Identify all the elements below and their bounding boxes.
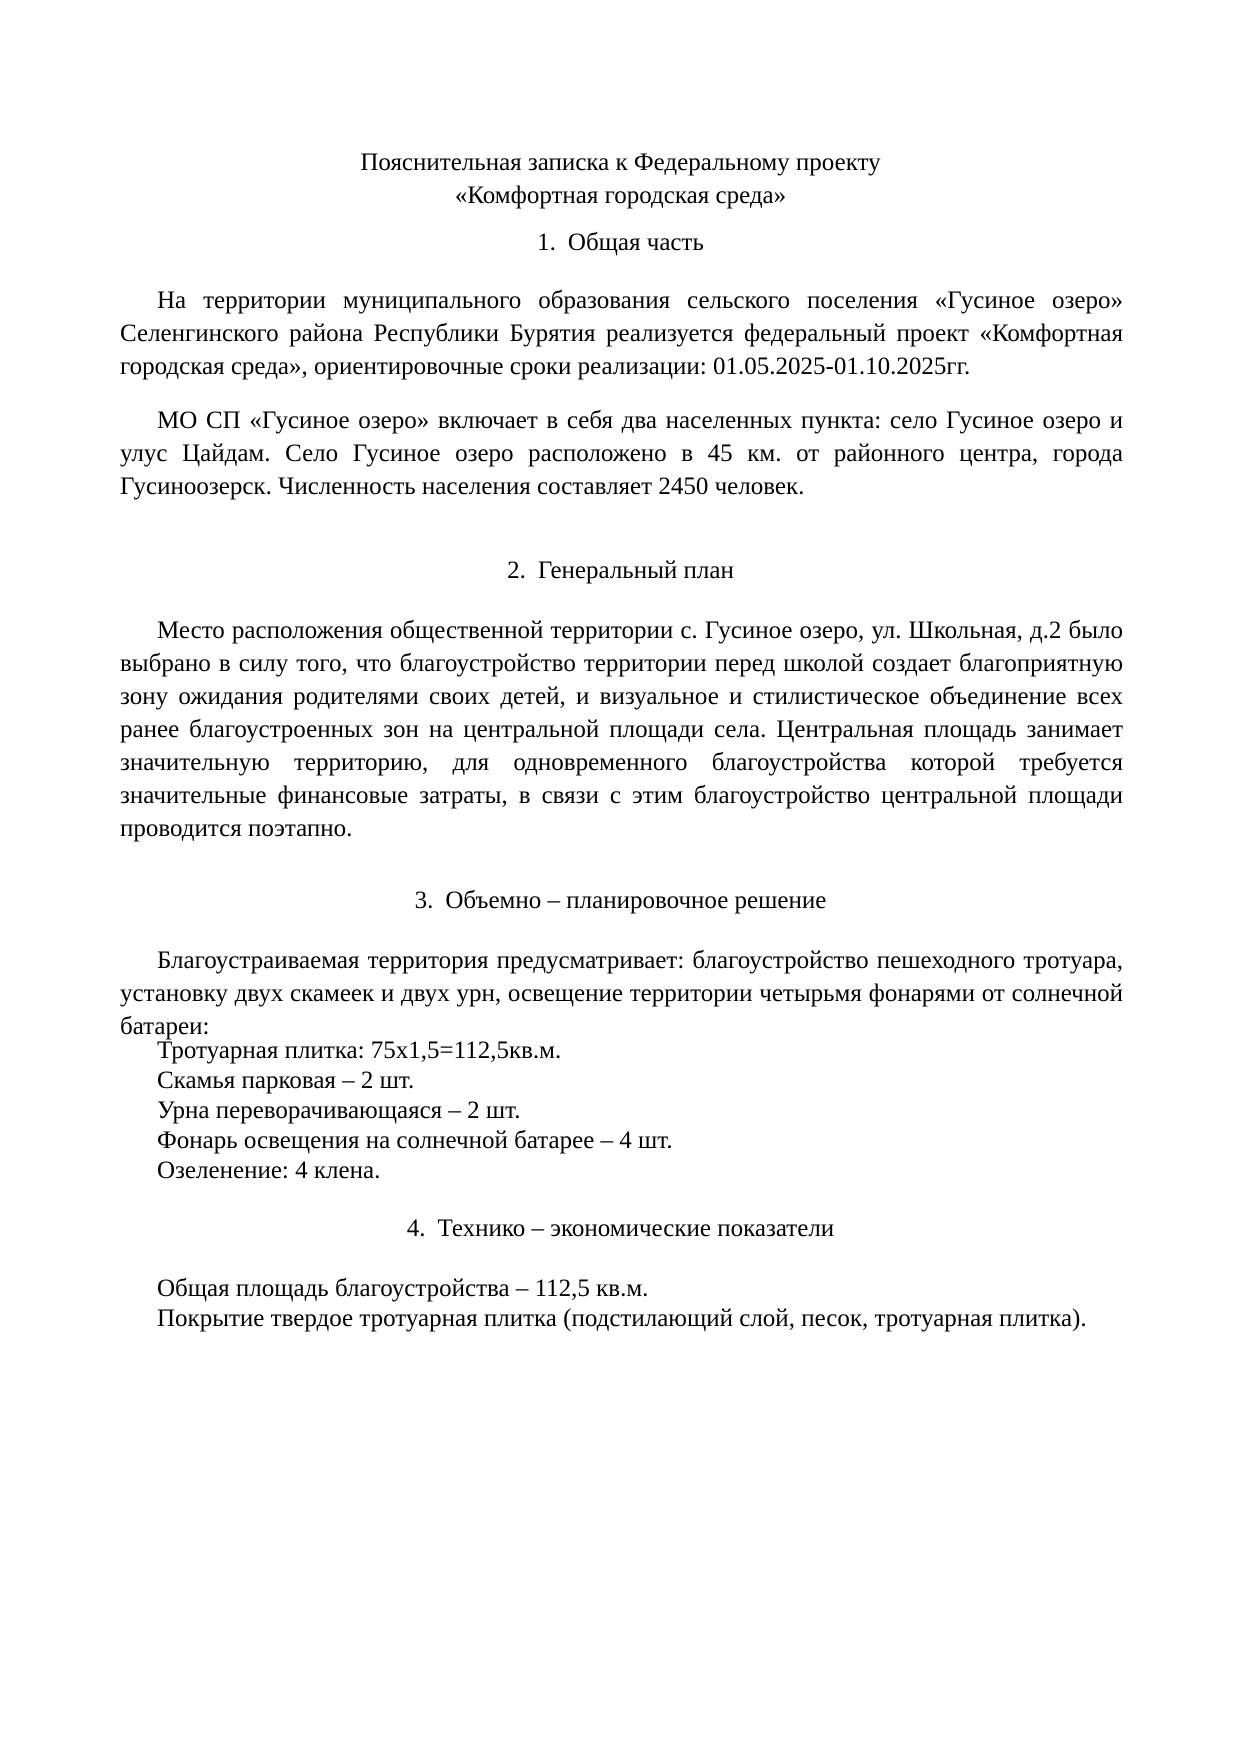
section-number: 1.: [537, 229, 556, 256]
section-number: 4.: [406, 1215, 426, 1242]
section-3-heading: [0, 884, 1241, 917]
section-2-heading: [0, 554, 1241, 587]
title-line-2: «Комфортная городская среда»: [454, 182, 787, 209]
list-item: Скамья парковая – 2 шт.: [157, 1067, 415, 1094]
list-item: Тротуарная плитка: 75х1,5=112,5кв.м.: [157, 1037, 562, 1064]
section-4-paragraph-2: Покрытие твердое тротуарная плитка (подстилающий слой, песок, тротуарная плитка).: [157, 1305, 1087, 1332]
section-title: Технико – экономические показатели: [437, 1215, 835, 1242]
section-3-paragraph-1: Благоустраиваемая территория предусматривает: благоустройство пешеходного тротуара, установку двух скамеек и двух урн, освещение территории четырьмя фонарями от солнечной батареи:: [120, 947, 1123, 1040]
section-title: Генеральный план: [537, 557, 734, 584]
title-line-1: Пояснительная записка к Федеральному проекту: [360, 149, 881, 176]
section-number: 2.: [507, 557, 526, 584]
section-1-paragraph-2: МО СП «Гусиное озеро» включает в себя два населенных пункта: село Гусиное озеро и улус Цайдам. Село Гусиное озеро расположено в 45 км. от районного центра, города Гусиноозерск. Численность населения составляет 2450 человек.: [120, 407, 1123, 500]
section-title: Общая часть: [567, 229, 704, 256]
section-number: 3.: [414, 887, 434, 914]
list-item: Фонарь освещения на солнечной батарее – 4 шт.: [157, 1127, 673, 1154]
section-1-heading: [0, 226, 1241, 259]
list-item: Урна переворачивающаяся – 2 шт.: [157, 1097, 521, 1124]
list-item: Озеленение: 4 клена.: [157, 1157, 381, 1184]
section-2-paragraph-1: Место расположения общественной территории с. Гусиное озеро, ул. Школьная, д.2 было выбрано в силу того, что благоустройство территории перед школой создает благоприятную зону ожидания родителями своих детей, и визуальное и стилистическое объединение всех ранее благоустроенных зон на центральной площади села. Центральная площадь занимает значительную территорию, для одновременного благоустройства которой требуется значительные финансовые затраты, в связи с этим благоустройство центральной площади проводится поэтапно.: [120, 617, 1123, 842]
section-1-paragraph-1: На территории муниципального образования сельского поселения «Гусиное озеро» Селенгинского района Республики Бурятия реализуется федеральный проект «Комфортная городская среда», ориентировочные сроки реализации: 01.05.2025-01.10.2025гг.: [120, 287, 1123, 380]
section-4-heading: [0, 1212, 1241, 1245]
document-title: [0, 146, 1241, 212]
section-title: Объемно – планировочное решение: [445, 887, 827, 914]
section-4-paragraph-1: Общая площадь благоустройства – 112,5 кв.м.: [157, 1275, 649, 1302]
